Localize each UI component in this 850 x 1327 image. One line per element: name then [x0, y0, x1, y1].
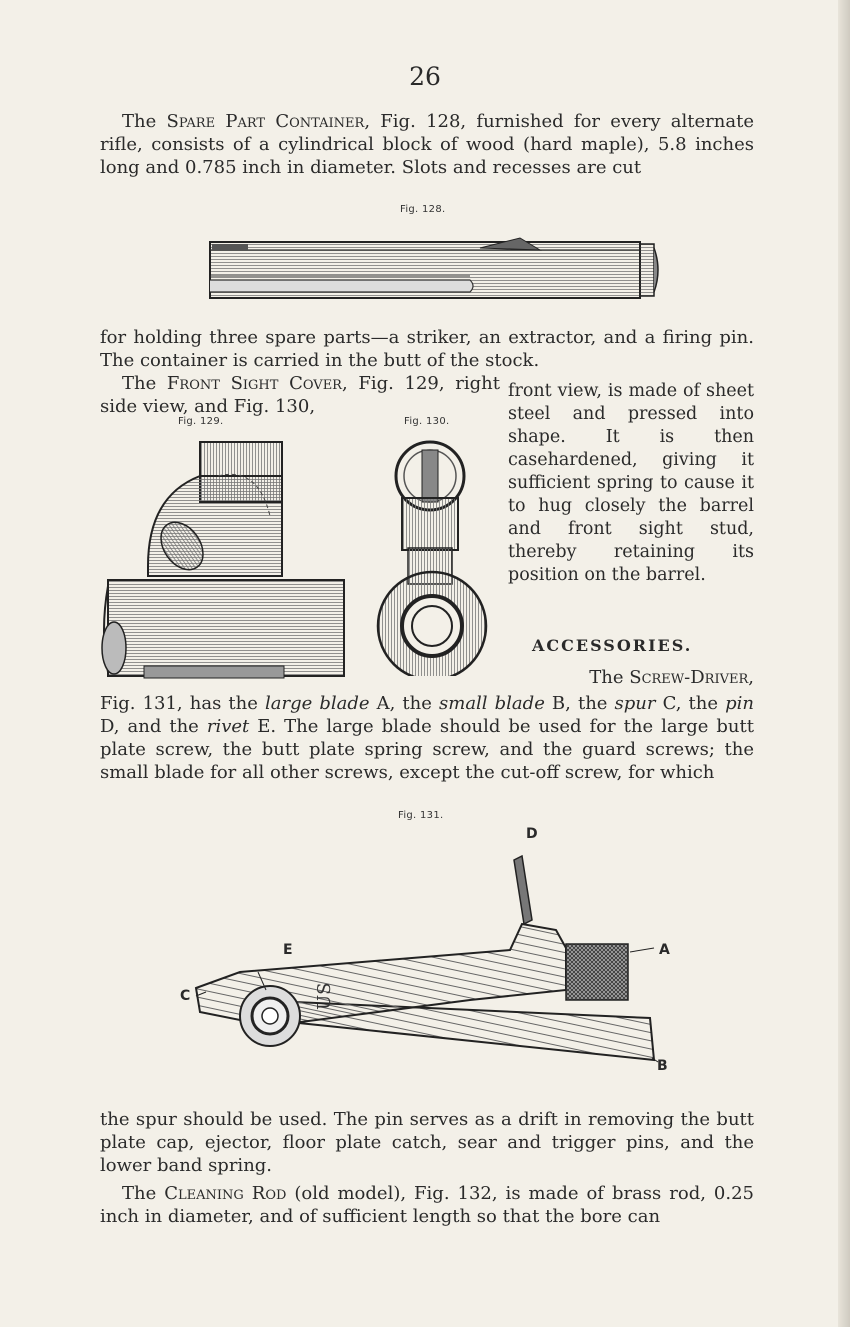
text-run: C, the — [655, 693, 726, 714]
fig-128-caption: Fig. 128. — [400, 204, 446, 215]
text-run: , Fig. 129, right side view, and Fig. 130, — [100, 373, 500, 417]
paragraph-cleaning-rod — [100, 1182, 754, 1228]
page-edge-shadow — [838, 0, 850, 1327]
section-heading: ACCESSORIES. — [532, 636, 693, 655]
us-stamp: US — [314, 982, 335, 1010]
term-front-sight-cover: Front Sight Cover — [166, 373, 342, 394]
term-small-blade: small blade — [439, 693, 545, 714]
side-paragraph-front-sight-cover: front view, is made of sheet steel and pressed into shape. It is then casehardened, giving it sufficient spring to cause it to hug closely the barrel and front sight stud, thereby retaining its position on the barrel. — [508, 381, 754, 585]
paragraph-spare-part-container — [100, 110, 754, 179]
text-run: The — [122, 373, 167, 394]
text-run: The — [122, 111, 167, 132]
paragraph-front-sight-cover — [100, 372, 500, 418]
text-run: A, the — [369, 693, 440, 714]
label-e: E — [283, 942, 293, 958]
label-b: B — [657, 1058, 668, 1074]
label-d: D — [526, 826, 538, 842]
fig-128-illustration — [200, 228, 670, 308]
paragraph-screw-driver-intro — [560, 666, 754, 689]
term-spur: spur — [614, 693, 656, 714]
text-run: The — [122, 1183, 165, 1204]
label-c: C — [180, 988, 191, 1004]
paragraph-spur-usage: the spur should be used. The pin serves as a drift in removing the butt plate cap, ejector, floor plate catch, sear and trigger pins, and the lower band spring. — [100, 1109, 754, 1176]
text-run: , Fig. 128, furnished for every alternate rifle, consists of a cylindrical block of wood (hard maple), 5.8 inches long and 0.785 inch in diameter. Slots and recesses are cut — [100, 111, 754, 178]
paragraph-spare-parts: for holding three spare parts—a striker, an extractor, and a firing pin. The container is carried in the butt of the stock. — [100, 327, 754, 371]
text-run: The — [589, 667, 630, 688]
fig-129-illustration — [98, 436, 348, 686]
text-run: D, and the — [100, 716, 207, 737]
text-run: , — [748, 667, 754, 688]
fig-129-caption: Fig. 129. — [178, 416, 224, 427]
fig-131-caption: Fig. 131. — [398, 810, 444, 821]
term-large-blade: large blade — [264, 693, 370, 714]
term-rivet: rivet — [206, 716, 250, 737]
term-spare-part-container: Spare Part Container — [166, 111, 365, 132]
text-run: Fig. 131, has the — [100, 693, 265, 714]
term-screw-driver: Screw-Driver — [629, 667, 749, 688]
label-a: A — [659, 942, 670, 958]
fig-130-illustration — [372, 436, 496, 676]
fig-131-illustration — [170, 840, 670, 1080]
page-number: 26 — [409, 62, 441, 91]
term-pin: pin — [725, 693, 754, 714]
term-cleaning-rod: Cleaning Rod — [164, 1183, 287, 1204]
text-run: (old model), Fig. 132, is made of brass rod, 0.25 inch in diameter, and of sufficient length so that the bore can — [100, 1183, 754, 1227]
text-run: B, the — [544, 693, 615, 714]
paragraph-screw-driver — [100, 692, 754, 784]
text-run: E. The large blade should be used for the large butt plate screw, the butt plate spring screw, and the guard screws; the small blade for all other screws, except the cut-off screw, for which — [100, 716, 754, 783]
fig-130-caption: Fig. 130. — [404, 416, 450, 427]
